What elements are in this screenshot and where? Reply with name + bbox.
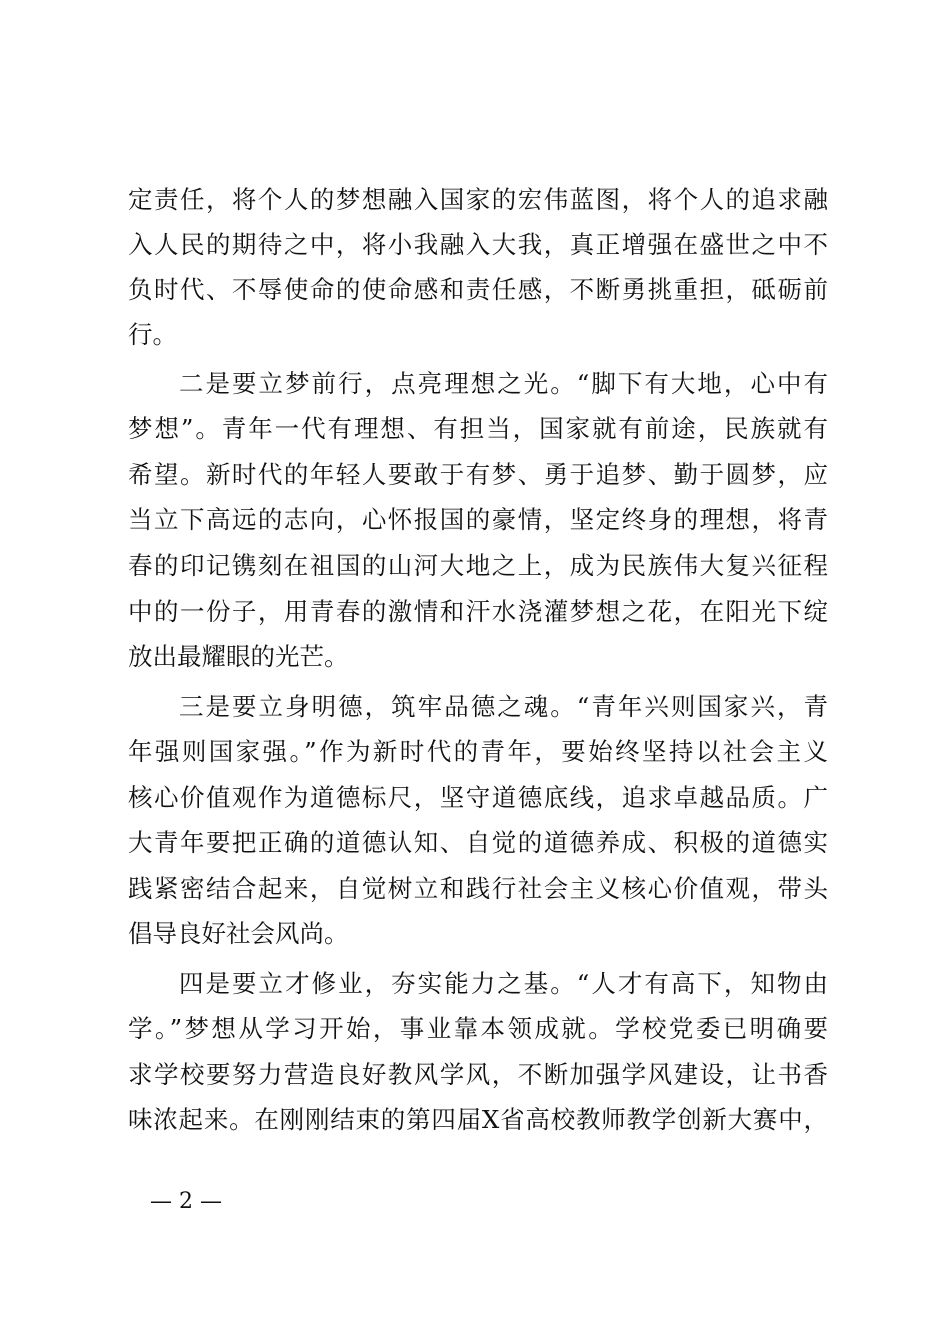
paragraph-1-line-1: 定责任，将个人的梦想融入国家的宏伟蓝图，将个人的追求融 xyxy=(128,185,828,214)
paragraph-4-line-1: 四是要立才修业，夯实能力之基。“人才有高下，知物由 xyxy=(179,969,828,998)
paragraph-3-line-6: 倡导良好社会风尚。 xyxy=(128,919,349,948)
page-number: — 2 — xyxy=(150,1189,222,1214)
paragraph-2-line-7: 放出最耀眼的光芒。 xyxy=(128,642,349,671)
paragraph-1-line-3: 负时代、不辱使命的使命感和责任感，不断勇挑重担，砥砺前 xyxy=(128,275,828,304)
paragraph-1-line-4: 行。 xyxy=(128,320,177,349)
paragraph-3-line-1: 三是要立身明德，筑牢品德之魂。“青年兴则国家兴，青 xyxy=(179,692,828,721)
paragraph-2-line-6: 中的一份子，用青春的激情和汗水浇灌梦想之花，在阳光下绽 xyxy=(128,597,828,626)
paragraph-4-line-4: 味浓起来。在刚刚结束的第四届X省高校教师教学创新大赛中， xyxy=(128,1105,828,1134)
paragraph-2-line-2: 梦想”。青年一代有理想、有担当，国家就有前途，民族就有 xyxy=(128,414,828,443)
paragraph-4-line-3: 求学校要努力营造良好教风学风，不断加强学风建设，让书香 xyxy=(128,1060,828,1089)
paragraph-3-line-2: 年强则国家强。”作为新时代的青年，要始终坚持以社会主义 xyxy=(128,737,828,766)
paragraph-3-line-4: 大青年要把正确的道德认知、自觉的道德养成、积极的道德实 xyxy=(128,828,828,857)
paragraph-2-line-4: 当立下高远的志向，心怀报国的豪情，坚定终身的理想，将青 xyxy=(128,505,828,534)
paragraph-1-line-2: 入人民的期待之中，将小我融入大我，真正增强在盛世之中不 xyxy=(128,230,828,259)
paragraph-2-line-5: 春的印记镌刻在祖国的山河大地之上，成为民族伟大复兴征程 xyxy=(128,551,828,580)
paragraph-2-line-3: 希望。新时代的年轻人要敢于有梦、勇于追梦、勤于圆梦，应 xyxy=(128,460,828,489)
paragraph-3-line-5: 践紧密结合起来，自觉树立和践行社会主义核心价值观，带头 xyxy=(128,874,828,903)
paragraph-4-line-2: 学。”梦想从学习开始，事业靠本领成就。学校党委已明确要 xyxy=(128,1014,828,1043)
paragraph-2-line-1: 二是要立梦前行，点亮理想之光。“脚下有大地，心中有 xyxy=(179,369,828,398)
paragraph-3-line-3: 核心价值观作为道德标尺，坚守道德底线，追求卓越品质。广 xyxy=(128,783,828,812)
